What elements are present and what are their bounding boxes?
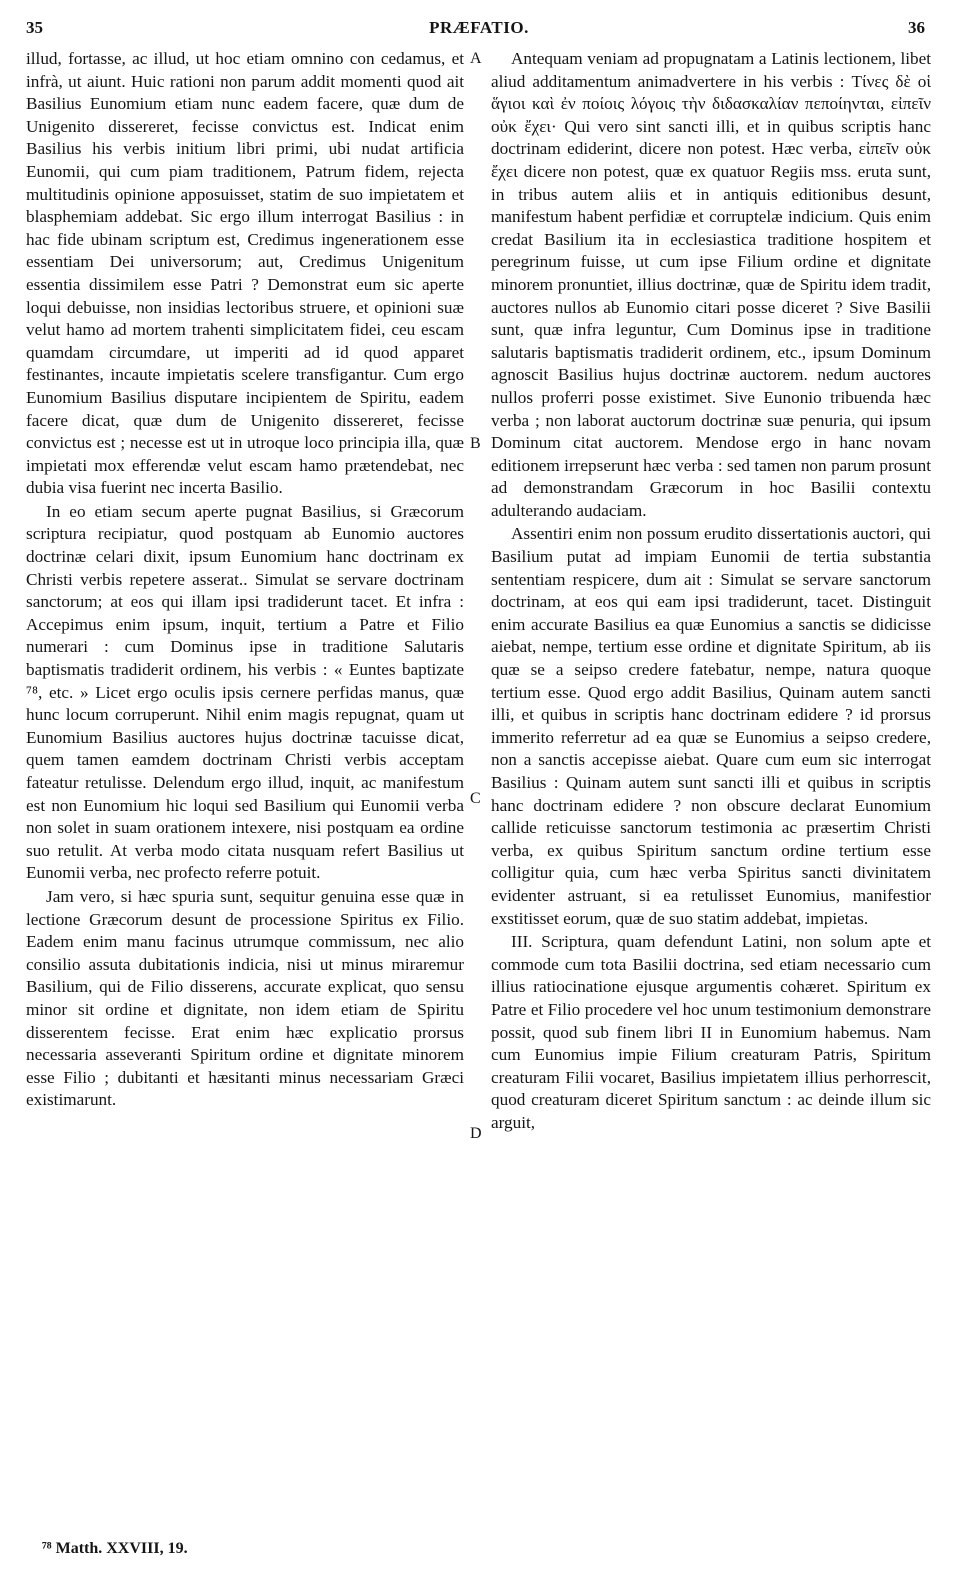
right-paragraph-3: III. Scriptura, quam defendunt Latini, non solum apte et commode cum tota Basilii doctrina, sed etiam necessario cum illius ratiocinatione ejusque argumentis cohæret. Spiritum ex Patre et Filio procedere vel hoc unum testimonium demonstrare possit, quod sub finem libri II in Eunomium habemus. Nam cum Eunomius impie Filium creaturam Patris, Spiritum creaturam Filii vocaret, Basilius impietatem illius perhorrescit, quod creaturam diceret Spiritum sanctum : ac deinde illum sic arguit, (491, 932, 931, 1132)
margin-letter-c: C (470, 790, 481, 807)
left-paragraph-2: In eo etiam secum aperte pugnat Basilius, si Græcorum scriptura recipiatur, quod postquam ab Eunomio auctores doctrinæ celari dixit, ipsum Eunomium hanc doctrinam ex Christi verbis repetere asserat.. Simulat se servare doctrinam sanctorum; at eos qui illam ipsi tradiderunt tacet. Et infra : Accepimus enim ipsum, inquit, tertium a Patre et Filio numerari : cum Dominus ipse in traditione Salutaris baptismatis tradiderit ordinem, his verbis : « Euntes baptizate ⁷⁸, etc. » Licet ergo oculis ipsis cernere perfidas manus, quæ hunc locum corruperunt. Nihil enim magis repugnat, quam ut Eunomium Basilius auctores hujus doctrinæ tacuisse dicat, quem tamen eamdem doctrinam Christi verbis acceptam fateatur retulisse. Delendum ergo illud, inquit, ac manifestum est non Eunomium hic loqui sed Basilium qui Eunomii verba non solet in suam orationem intexere, nisi postquam ea ordine suo retulit. At verba modo citata nusquam refert Basilius ut Eunomii verba, nec profecto referre potuit. (26, 501, 464, 883)
margin-letter-b: B (470, 435, 481, 452)
margin-letter-d: D (470, 1125, 482, 1142)
right-paragraph-1: Antequam veniam ad propugnatam a Latinis lectionem, libet aliud additamentum animadvertere in his verbis : Τίνες δὲ οἱ ἅγιοι καὶ ἐν ποίοις λόγοις τὴν διδασκαλίαν πεποίηνται, εἰπεῖν οὐκ ἔχει· Qui vero sint sancti illi, et in quibus scriptis hanc doctrinam ediderint, dicere non potest. Hæc verba, εἰπεῖν οὐκ ἔχει dicere non potest, quæ ex quatuor Regiis mss. eruta sunt, in tribus autem aliis et in antiquis editionibus desunt, manifestum habent perfidiæ et corruptelæ indicium. Quis enim credat Basilium ita in ecclesiastica traditione hospitem et peregrinum fuisse, ut cum ipse Filium ordine et dignitate minorem pronuntiet, illius doctrinæ, quæ de Spiritu idem tradit, auctores nullos ab Eunomio citari posse diceret ? Sive Basilii sunt, quæ infra leguntur, Cum Dominus ipse in traditione salutaris baptismatis tradiderit ordinem, etc., ipsum Dominum agnoscit Basilius hujus doctrinæ auctorem. nedum auctores nullos proferri posse existimet. Sive Eunonio tribuenda hæc verba ; non laborat auctorum doctrinæ suæ penuria, qui ipsum Dominum citat auctorem. Mendose ergo in hanc novam editionem irrepserunt hæc verba : sed tamen non parum prosunt ad demonstrandam Græcorum in hoc Basilii contextu adulterando audaciam. (491, 49, 931, 520)
running-title: PRÆFATIO. (429, 18, 529, 37)
running-header (0, 18, 958, 42)
page-number-right: 36 (908, 18, 925, 37)
footnote: ⁷⁸ Matth. XXVIII, 19. (42, 1540, 188, 1557)
right-paragraph-2: Assentiri enim non possum erudito dissertationis auctori, qui Basilium putat ad impiam Eunomii de tertia substantia sententiam respicere, dum ait : Simulat se servare sanctorum doctrinam, at eos qui eam ipsi tradiderunt, tacet. Distinguit enim accurate Basilius ea quæ Eunomius a sanctis se didicisse aiebat, nempe, tertium esse ordine et dignitate Spiritum, ab iis quæ se a seipso credere fatebatur, nempe, natura quoque tertium esse. Quod ergo addit Basilius, Quinam autem sancti illi, et quibus in scriptis hanc doctrinam edidere ? id prorsus immerito referretur ad ea quæ se Eunomius a seipso credere, non a sanctis accepisse aiebat. Quare cum eum sic interrogat Basilius : Quinam autem sunt sancti illi et quibus in scriptis hanc doctrinam edidere ? non obscure declarat Eunomium callide reticuisse sanctorum testimonia ac præsertim Christi verba, ex quibus Spiritum sanctum ordine tertium esse colligitur quia, cum hæc verba Spiritus sancti divinitatem evidenter astruant, si ea retulisset Eunomius, manifestior exstitisset eorum, quæ de suo statim addebat, impietas. (491, 524, 931, 928)
right-column (491, 48, 931, 1135)
left-column (26, 48, 464, 1112)
margin-letter-a: A (470, 50, 482, 67)
left-paragraph-1: illud, fortasse, ac illud, ut hoc etiam omnino con cedamus, et infrà, ut aiunt. Huic rationi non parum addit momenti quod ait Basilius Eunomium etiam nunc eadem facere, quæ dum de Unigenito dissereret, fecisse convictus est. Indicat enim Basilius his verbis initium libri primi, ubi nudat artificia Eunomii, qui cum piam traditionem, Patrum fidem, rejecta multitudinis opinione apposuisset, statim de suo impietatem et blasphemiam addebat. Sic ergo illum interrogat Basilius : in hac fide ubinam scriptum est, Credimus ingenerationem esse essentiam Dei universorum; aut, Credimus Unigenitum essentia dissimilem esse Patri ? Demonstrat eum sic aperte loqui debuisse, non insidias lectoribus struere, et opinioni suæ velut hamo ad mortem trahenti simplicitatem fidei, ceu escam quamdam circumdare, ut imperiti ad id quod apparet festinantes, incaute impietatis scelere transfigantur. Cum ergo Eunomium Basilius disputare incipientem de Spiritu, eadem facere dicat, quæ dum de Unigenito dissereret, fecisse convictus est ; necesse est ut in utroque loco principia illa, quæ impietati mox efferendæ velut escam hamo prætendebat, nec dubia visa fuerint nec incerta Basilio. (26, 49, 464, 498)
left-paragraph-3: Jam vero, si hæc spuria sunt, sequitur genuina esse quæ in lectione Græcorum desunt de processione Spiritus ex Filio. Eadem enim manu facinus utrumque commissum, nec alio consilio assuta dubitationis indicia, nisi ut minus miraremur Basilium, qui de Filio disserens, accurate explicat, quo sensu minor sit ordine et dignitate, non idem etiam de Spiritu disserentem fecisse. Erat enim hæc explicatio prorsus necessaria asseveranti Spiritum ordine et dignitate minorem esse Filio ; dubitanti et hæsitanti minus necessariam Græci existimarunt. (26, 886, 464, 1110)
page-number-left: 35 (26, 18, 43, 37)
